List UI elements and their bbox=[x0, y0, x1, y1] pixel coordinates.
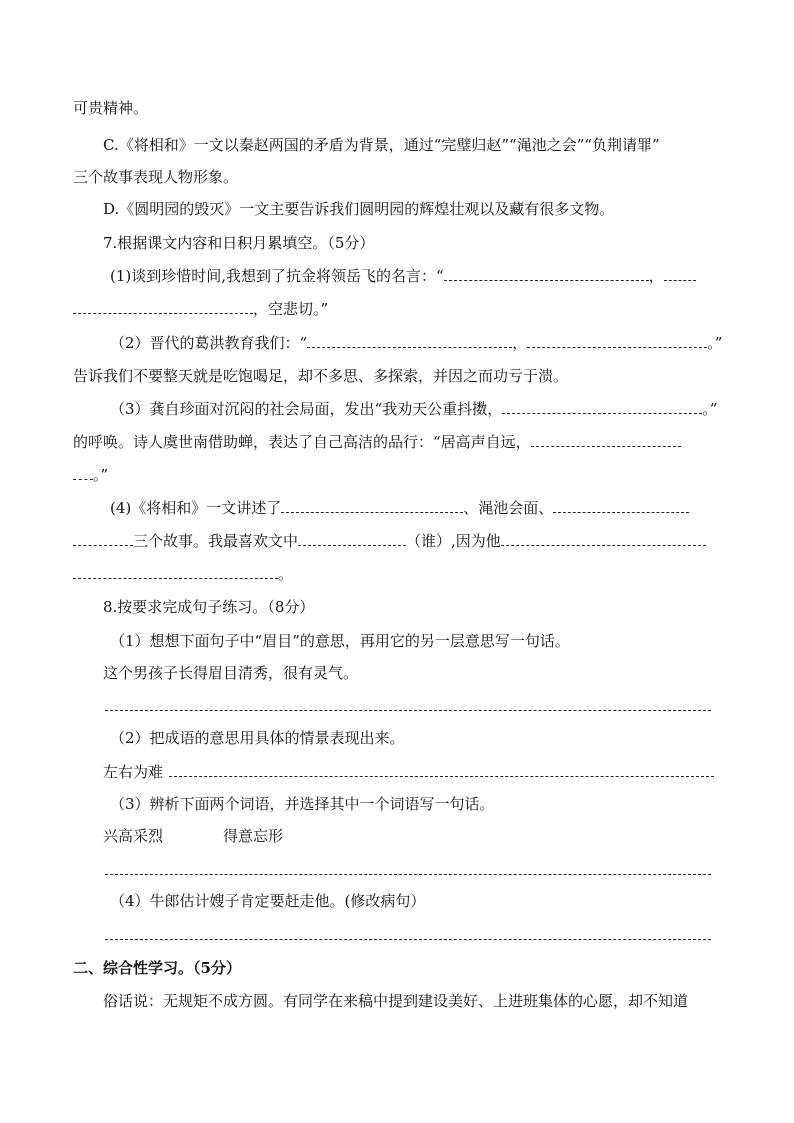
section-2-heading bbox=[73, 958, 723, 978]
text: 可贵精神。 bbox=[73, 99, 149, 117]
text: ， bbox=[648, 267, 664, 285]
question-8-title bbox=[103, 597, 723, 617]
question-8-1 bbox=[110, 631, 723, 651]
answer-line[interactable] bbox=[105, 939, 711, 940]
text: 。” bbox=[707, 334, 723, 352]
fill-blank[interactable] bbox=[307, 333, 512, 348]
question-7-title bbox=[103, 233, 723, 253]
idiom-line bbox=[103, 762, 723, 782]
fill-blank[interactable] bbox=[73, 564, 278, 579]
fill-blank[interactable] bbox=[73, 531, 133, 546]
question-7-3-cont bbox=[73, 432, 723, 452]
fill-blank[interactable] bbox=[553, 498, 689, 513]
fill-blank[interactable] bbox=[444, 266, 649, 281]
section-2-paragraph bbox=[103, 991, 723, 1011]
question-7-4-cont bbox=[73, 531, 723, 551]
question-7-4 bbox=[110, 498, 723, 518]
text: （3）龚自珍面对沉闷的社会局面，发出“我劝天公重抖擞， bbox=[110, 400, 503, 418]
text: （4）牛郎估计嫂子肯定要赶走他。(修改病句） bbox=[110, 892, 426, 910]
text: 。 bbox=[278, 565, 294, 583]
text: 告诉我们不要整天就是吃饱喝足，却不多思、多探索，并因之而功亏于溃。 bbox=[73, 367, 569, 385]
text: 的呼唤。诗人虞世南借助蝉，表达了自己高洁的品行：“居高声自远， bbox=[73, 433, 531, 451]
fill-blank[interactable] bbox=[527, 333, 707, 348]
question-8-3 bbox=[110, 794, 723, 814]
text: 、渑池会面、 bbox=[463, 499, 554, 517]
fill-blank[interactable] bbox=[169, 762, 714, 777]
question-7-1-cont bbox=[73, 299, 723, 319]
question-7-2 bbox=[110, 333, 723, 353]
text: 8.按要求完成句子练习。（8分） bbox=[103, 598, 315, 616]
word-1: 兴高采烈 bbox=[103, 827, 164, 845]
fill-blank[interactable] bbox=[281, 498, 463, 513]
question-7-4-end bbox=[73, 564, 723, 584]
fill-blank[interactable] bbox=[73, 465, 93, 480]
fill-blank[interactable] bbox=[501, 531, 706, 546]
text: 7.根据课文内容和日积月累填空。（5分） bbox=[103, 234, 375, 252]
question-8-4 bbox=[110, 891, 723, 911]
question-7-3 bbox=[110, 399, 723, 419]
text: 俗话说：无规矩不成方圆。有同学在来稿中提到建设美好、上进班集体的心愿，却不知道 bbox=[103, 992, 689, 1010]
text: 三个故事。我最喜欢文中 bbox=[133, 532, 299, 550]
text-line bbox=[73, 167, 723, 187]
text: 这个男孩子长得眉目清秀，很有灵气。 bbox=[103, 664, 359, 682]
text: 。” bbox=[93, 466, 109, 484]
text: （谁）,因为他 bbox=[406, 532, 501, 550]
text: 三个故事表现人物形象。 bbox=[73, 168, 239, 186]
text: （2）把成语的意思用具体的情景表现出来。 bbox=[110, 729, 405, 747]
text: D.《圆明园的毁灭》一文主要告诉我们圆明园的辉煌壮观以及藏有很多文物。 bbox=[103, 200, 615, 218]
text-line bbox=[73, 98, 723, 118]
fill-blank[interactable] bbox=[531, 432, 681, 447]
fill-blank[interactable] bbox=[502, 399, 702, 414]
question-8-2 bbox=[110, 728, 723, 748]
word-2: 得意忘形 bbox=[223, 827, 284, 845]
option-c bbox=[103, 135, 723, 155]
idiom-text: 左右为难 bbox=[103, 763, 164, 781]
question-7-3-end bbox=[73, 465, 723, 485]
text: C.《将相和》一文以秦赵两国的矛盾为背景，通过“完璧归赵”“渑池之会”“负荆请罪” bbox=[103, 136, 660, 154]
option-d bbox=[103, 199, 723, 219]
fill-blank[interactable] bbox=[664, 266, 696, 281]
answer-line[interactable] bbox=[105, 710, 711, 711]
text: (1)谈到珍惜时间,我想到了抗金将领岳飞的名言：“ bbox=[110, 267, 444, 285]
text: ， bbox=[512, 334, 528, 352]
text: 。” bbox=[702, 400, 718, 418]
text: (4)《将相和》一文讲述了 bbox=[110, 499, 282, 517]
word-pair bbox=[103, 826, 723, 846]
text: 二、综合性学习。（5分） bbox=[73, 959, 241, 977]
text: （1）想想下面句子中“眉目”的意思，再用它的另一层意思写一句话。 bbox=[110, 632, 570, 650]
question-7-1 bbox=[110, 266, 723, 286]
fill-blank[interactable] bbox=[298, 531, 406, 546]
fill-blank[interactable] bbox=[73, 299, 253, 314]
sample-sentence bbox=[103, 663, 723, 683]
text: ，空悲切。” bbox=[253, 300, 329, 318]
answer-line[interactable] bbox=[105, 874, 711, 875]
text-line bbox=[73, 366, 723, 386]
text: （2）晋代的葛洪教育我们：“ bbox=[110, 334, 308, 352]
text: （3）辨析下面两个词语，并选择其中一个词语写一句话。 bbox=[110, 795, 495, 813]
